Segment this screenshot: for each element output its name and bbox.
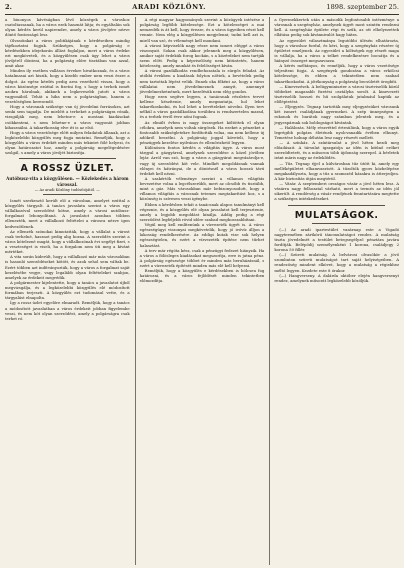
paragraph: Az ellenzék szónokai kimutatták, hogy a vállalat a várost csak terhelné, hasznot pedig alig hozna. A szerződés szerint a város kötelezné magát, hogy a vállalkozónak évi segélyt fizet, s a veszteséget is viseli, ha a forgalom nem üti meg a kívánt mértéket. xyxy=(5,228,130,255)
paragraph: A városi gazdálkodás rendbehozatala is sürgős feladat. Az utóbbi években a kiadások folyton nőttek, a bevételek pedig nem tartottak lépést velük. Ennek oka főként az, hogy a város vállalatai nem jövedelmeznek annyit, amennyit jövedelmezhetnének, mert kezelésük nem elég gondos. xyxy=(139,68,265,94)
column-2 xyxy=(135,17,265,565)
paragraph: (—) Az aradi ipartestület vasárnap este a Vigadó nagytermében zártkörű táncmulatságot rendez. A mulatság tiszta jövedelmét a testület betegsegélyző pénztára javára fordítják. Belépődíj személyenként 1 korona, családjegy 2 korona 50 fillér. xyxy=(274,226,400,252)
column-3 xyxy=(269,17,399,565)
paragraph: — Tűz. Tegnap éjjel a külvárosban tűz ütött ki, amely egy melléképületet elhamvasztott. A tűzoltók gyors közbelépése megakadályozta, hogy a tűz a szomszéd házakra is átterjedjen. A kár biztosítás útján megtérül. xyxy=(274,160,400,181)
section-divider xyxy=(19,158,116,159)
paragraph: (—) Hangverseny. A dalárda október elején hangversenyt rendez, amelynek műsorát legközelebb közöljük. xyxy=(274,272,400,283)
paragraph: Különösen fontos kérdés a világítás ügye. A város most tárgyal a gázgyárral, amelynek szerződése a közel jövőben lejár. Arról van szó, hogy a város a gázgyárat megvásárolja-e, vagy új szerződést köt vele. Mindkét megoldásnak vannak előnyei és hátrányai, de a döntésnél a város hosszú távú érdekét kell nézni. xyxy=(139,145,265,176)
paragraph: Végül meg kell említenünk a vízvezeték ügyét is. A város egészségügyi viszonyai megkövetelik, hogy jó ivóvíz álljon a lakosság rendelkezésére. Az eddigi kutak vize sok helyen egészségtelen, és ezért a vízvezeték építése nem tűrhet halasztást. xyxy=(139,222,265,248)
paragraph: Hogy a városnak szüksége van új jövedelmi forrásokra, azt senki sem tagadja. De mielőtt a terheket a polgárságra rónák, vizsgálják meg, nem lehetne-e a mostani kiadásokat csökkenteni, s nem lehetne-e a város vagyonát jobban kihasználni. A takarékosság elve itt is az első. xyxy=(5,104,130,130)
paragraph: Hogy a város vezetősége előtt milyen feladatok állanak, azt a legközelebbi közgyűlés meg fogja mutatni. Reméljük, hogy a közgyűlés a város érdekét minden más tekintet fölé helyezi, és olyan határozatot hoz, amely a polgárság megelégedésére szolgál, s amely a város jövőjét biztosítja. xyxy=(5,129,130,156)
paragraph: — Halálozás. Mély részvéttel értesülünk, hogy a város egyik legrégibb polgára életének nyolcvanadik évében elhunyt. Temetése holnap délután lesz nagy részvét mellett. xyxy=(274,124,400,140)
paragraph: — Eljegyzés. Tegnap tartották meg eljegyzésüket városunk két ismert családjának gyermekei. A szép ünnepségen a rokonok és barátok nagy számban jelentek meg, és a jegyespárnak sok boldogságot kívántak. xyxy=(274,104,400,125)
paragraph: A régi magyar hagyományok szerint a közügyek intézése a polgárság legfőbb kötelessége. Ezt a kötelességet a mai nemzedék is át kell, hogy érezze, és a város ügyeiben részt kell vennie. Nem elég a közgyűlésen megjelenni; tudni kell azt is, miről van szó, és véleményt kell mondani. xyxy=(139,17,265,43)
paragraph: Hogy ezen segítve legyen, a tanácsnak részletes tervet kellene készítenie, amely megmutatja, hol lehet takarékoskodni, és hol lehet a bevételeket növelni. Ilyen terv nélkül a város gazdálkodása továbbra is rendszertelen marad, és a terhek évről évre nőni fognak. xyxy=(139,93,265,120)
paragraph: A terv már régóta kész, csak a pénzügyi fedezet hiányzik. Ha a város a fölösleges kiadásokat megszorítja, erre is jutna pénz. A polgárság egészsége többet ér minden más beruházásnál, s ezért a vízvezeték építését minden más elé kell helyezni. xyxy=(139,247,265,268)
column-1 xyxy=(5,17,130,565)
paragraph: Minden ily esetben vallásos érvekre hivatkoznak, és a város hatalmasai azt hiszik, hogy a kisebb ember nem veszi észre a dolgot. Az egész kérdés pedig arra vezethető vissza, hogy a város közönsége ezúttal is fizetni fog, s hogy a terhek ismét azokra hárulnak, akiknek a legkevesebb jutott a város vagyonából. Tehát a hiba nem a polgárságban, hanem a vezetőségben keresendő. xyxy=(5,68,130,104)
paragraph: Ismét szerkesztő került elő a városban, amelyet ezúttal a közgyűlés tárgyalt. A tanács javaslata szerint a város egy vállalkozóval szerződést kötne, amely a városi autóbusz-forgalmat lebonyolítaná. A javaslatot azonban többen ellenezték, mert a vállalkozó feltételei a városra nézve igen kedvezőtlenek. xyxy=(5,197,130,229)
page-header xyxy=(5,3,399,15)
paragraph: — Vásár. A szeptemberi országos vásár a jövő héten lesz. A vásárra nagy felhozatal várható, mert a termés az idén jól sikerült. A rendőrség a vásár rendjének fenntartására megtette a szükséges intézkedéseket. xyxy=(274,181,400,202)
paragraph: A polgármester kijelentette, hogy a tanács a javaslatot újból megvizsgálja, és a legközelebbi közgyűlés elé módosított formában terjeszti. A közgyűlés ezt tudomásul vette, és a tárgyalást elnapolta. xyxy=(5,279,130,301)
title-underline xyxy=(312,223,361,224)
section-divider xyxy=(288,205,385,206)
paragraph: Az elmúlt évben is nagy összegeket költöttek el olyan célokra, amelyek nem voltak sürgősek. Ha ezeket a pénzeket a fontosabb szükségletekre fordították volna, ma nem kellene új adókról beszélni. A polgárság joggal követeli, hogy a pénzügyek kezelése nyilvános és ellenőrizhető legyen. xyxy=(139,119,265,145)
paragraph: a biuonyos kávéságban lévő községek a városhoz csatoltassanak, ha a város ezek hasznát látja; és egyáltalán sok olyan kérdés kerül napirendre, amely a város jövőjére nézve döntő fontosságú lesz. xyxy=(5,17,130,38)
paragraph: — Kinevezések. A belügyminiszter a városi tisztviselők közül többeket magasabb fizetési osztályba sorolt. A kinevezett tisztviselők hosszú és hű szolgálatuk jutalmául kapták az előléptetést. xyxy=(274,83,400,104)
paragraph: Így a rossz üzlet egyelőre elmaradt. Reméljük, hogy a tanács a módosított javaslatban a város érdekeit jobban figyelembe veszi, és nem köt olyan szerződést, amely a polgárságra csak terhet ró. xyxy=(5,300,130,321)
paragraph: A vita során kiderült, hogy a vállalkozó már más városokban is hasonló szerződéseket kötött, és azok sehol sem váltak be. Ezért többen azt indítványozták, hogy a város a forgalmat saját kezelésébe vegye, vagy legalább olyan feltételeket szabjon, amelyek az érdekeit megvédik. xyxy=(5,254,130,280)
article-columns xyxy=(5,17,399,565)
section-title: A ROSSZ ÜZLET. xyxy=(20,163,115,175)
paragraph: Ebben a kérdésben tehát a tanácsnak alapos tanulmányt kell végeznie, és a közgyűlés elé olyan javaslatot kell terjesztenie, amely a legjobb megoldást kínálja. Addig pedig a régi szerződést legfeljebb rövid időre szabad meghosszabbítani. xyxy=(139,201,265,222)
paragraph: (—) Szüreti mulatság. A belvárosi olvasókör a jövő szombaton szüreti mulatságot tart saját helyiségeiben. A rendezőség mindent elkövet, hogy a mulatság a régiekhez méltó legyen. Kezdete este 8 órakor. xyxy=(274,252,400,273)
byline: — Az aradi Közlöny tudósítójától. — xyxy=(34,187,100,192)
paragraph: A városi képviselők nagy része nem ismeri eléggé a város viszonyait. Sokan csak akkor jelennek meg a közgyűlésen, amikor saját érdekük forog kockán, s a közérdeket nem tartják szem előtt. Pedig a képviselőség nem kitüntetés, hanem kötelesség, amely munkát és felelősséget kíván. xyxy=(139,42,265,69)
issue-date: 1898. szeptember 25. xyxy=(326,3,399,11)
section-subtitle: Autóbusz-vita a közgyűlésen. — Közlekedés a három várossal. xyxy=(6,176,129,187)
title-underline xyxy=(43,194,92,195)
paragraph: A szakértők véleménye szerint a villamos világítás bevezetése volna a legcélszerűbb, mert az olcsóbb és tisztább, mint a gáz. Más városokban már bebizonyosodott, hogy a villamos világítás a városnak tetemes megtakarítást hoz, s a közönség is szívesen veszi igénybe. xyxy=(139,175,265,202)
section-title: MULATSÁGOK. xyxy=(294,209,379,221)
paragraph: A kérés méltányos, és reméljük, hogy a város vezetősége teljesíteni fogja. A szegények gondozása a város erkölcsi kötelessége, és ebben a tekintetben nem szabad takarékoskodni. A jótékonyság a polgárság becsületét öregbíti. xyxy=(274,63,400,84)
paragraph: Az egyesület választmánya legutóbbi ülésén elhatározta, hogy a városhoz fordul, és kéri, hogy a szegényház részére új épületet emeljenek. Az egyesület a költségek egy részét maga is vállalja, ha a város a telket rendelkezésre bocsátja és a hiányzó összeget megszavazza. xyxy=(274,37,400,63)
paragraph: Reméljük, hogy a közgyűlés e kérdésekben is bölcsen fog határozni, és a város fejlődését minden tekintetben előmozdítja. xyxy=(139,268,265,284)
page-number: 2. xyxy=(5,3,12,11)
paragraph: Olvasóinkat a város politikájának e kérdéseiben mindig tájékoztatni fogjuk. Szükséges, hogy a polgárság e kérdésekben idejekorán állást foglaljon, mert a város érdeke ezt megköveteli, és a közgyűlésen csak úgy lehet a város jövőjéről dönteni, ha a polgárság előre tisztában van azzal, amit akar. xyxy=(5,37,130,69)
paper-title: ARADI KÖZLÖNY. xyxy=(132,3,207,11)
paragraph: a Gyermekkertek után a második legfontosabb intézménye a városnak a szegényház, amelynek ügyét most szintén rendezni kell. A szegényház épülete régi és szűk, az ott elhelyezettek ellátása pedig sok kívánnivalót hagy hátra. xyxy=(274,17,400,38)
paragraph: — A színház. A színtársulat a jövő héten kezdi meg előadásait. A társulat igazgatója az idén is kitűnő erőket szerződtetett, és a műsoron több újdonság szerepel. A bérletek iránt máris nagy az érdeklődés. xyxy=(274,140,400,161)
